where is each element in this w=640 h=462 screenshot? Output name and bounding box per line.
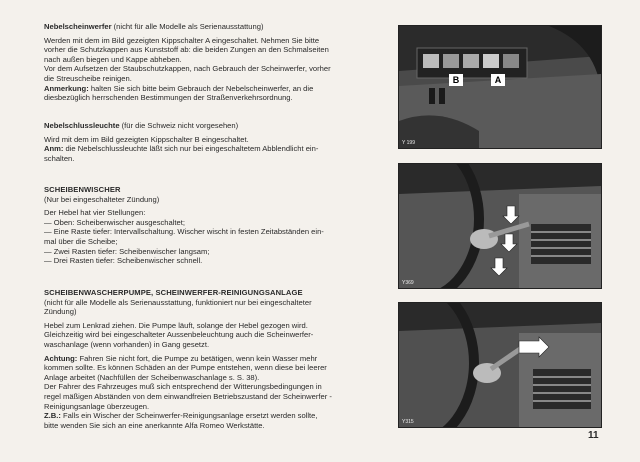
title-note-nebelscheinwerfer: (nicht für alle Modelle als Serienausstattung) [111,22,264,31]
wascher-warn-5: Reinigungsanlage überzeugen. [44,401,150,411]
photo-switch-panel [398,25,602,149]
anm-label: Anm: [44,144,64,154]
switch-panel-illustration [399,26,601,148]
zb-label: Z.B.: [44,411,61,421]
achtung-label: Achtung: [44,353,78,363]
wascher-body-1: Gleichzeitig wird bei eingeschalteter Aussenbeleuchtung auch die Scheinwerfer- [44,330,314,340]
wascher-body-2: waschanlage (wenn vorhanden) in Gang gesetzt. [44,339,210,349]
wiper-stalk-illustration [399,164,601,288]
section-nebelschlussleuchte [44,121,366,163]
nebelschluss-note [44,144,366,154]
wischer-item-2: mal über die Scheibe; [44,236,118,246]
wischer-item-4: — Drei Rasten tiefer: Scheibenwischer schnell. [44,256,203,266]
wascher-warn-2: Anlage arbeitet (Nachfüllen der Scheibenwaschanlage s. S. 38). [44,372,260,382]
wascher-warn-3: Der Fahrer des Fahrzeuges muß sich entsprechend der Witterungsbedingungen in [44,382,322,392]
nebelschein-line-3: Vor dem Aufsetzen der Staubschutzkappen, nach Gebrauch der Scheinwerfer, vorher [44,64,331,74]
wischer-item-1: — Eine Raste tiefer: Intervallschaltung. Wischer wischt in festen Zeitabständen ein- [44,227,324,237]
section-scheibenwischer [44,185,366,266]
label-b: B [449,74,463,86]
nebelschein-line-1: vorher die Schutzkappen aus Kunststoff ab: die beiden Zungen an den Schmalseiten [44,45,329,55]
label-a: A [491,74,505,86]
section-nebelscheinwerfer [44,22,366,103]
wascher-zb-0: Falls ein Wischer der Scheinwerfer-Reinigungsanlage ersetzt werden sollte, [60,411,318,421]
wascher-zb [44,411,366,421]
wascher-subtitle-0: (nicht für alle Modelle als Serienausstattung, funktioniert nur bei eingeschalteter [44,297,312,307]
photo-washer-stalk [398,302,602,428]
heading-nebelscheinwerfer [44,22,366,32]
heading-nebelschlussleuchte [44,121,366,131]
wascher-zb-1: bitte wenden Sie sich an eine anerkannte Alfa Romeo Werkstätte. [44,420,265,430]
wischer-intro: Der Hebel hat vier Stellungen: [44,208,146,218]
nebelschluss-line-0: Wird mit dem im Bild gezeigten Kippschalter B eingeschaltet. [44,134,249,144]
nebelschluss-note-line-0: die Nebelschlussleuchte läßt sich nur bei eingeschaltetem Abblendlicht ein- [63,144,319,154]
nebelschein-note [44,84,366,94]
nebelschein-line-2: nach außen biegen und Kappe abheben. [44,54,182,64]
title-scheibenwascherpumpe: SCHEIBENWASCHERPUMPE, SCHEINWERFER-REINIGUNGSANLAGE [44,288,303,297]
wascher-warn-1: kommen sollte. Es können Schäden an der Pumpe entstehen, wenn diese bei leerer [44,363,327,373]
wascher-warn-0: Fahren Sie nicht fort, die Pumpe zu betätigen, wenn kein Wasser mehr [77,353,318,363]
nebelschein-note-line-1: diesbezüglich herrschenden Bestimmungen der Straßenverkehrsordnung. [44,93,293,103]
nebelschluss-note-line-1: schalten. [44,153,75,163]
photo3-ref: Y315 [402,419,414,425]
photo1-ref: Y 199 [402,140,415,146]
nebelschein-note-line-0: halten Sie sich bitte beim Gebrauch der Nebelscheinwerfer, an die [88,83,314,93]
wascher-warning [44,354,366,364]
washer-stalk-illustration [399,303,601,427]
wascher-subtitle-1: Zündung) [44,307,77,317]
title-scheibenwischer: SCHEIBENWISCHER [44,185,121,194]
wascher-body-0: Hebel zum Lenkrad ziehen. Die Pumpe läuft, solange der Hebel gezogen wird. [44,320,308,330]
section-scheibenwascherpumpe [44,288,366,430]
title-nebelschlussleuchte: Nebelschlussleuchte [44,121,120,130]
nebelschein-line-4: die Streuscheibe reinigen. [44,73,132,83]
wischer-item-0: — Oben: Scheibenwischer ausgeschaltet; [44,217,185,227]
title-note-nebelschlussleuchte: (für die Schweiz nicht vorgesehen) [119,121,239,130]
subtitle-scheibenwischer: (Nur bei eingeschalteter Zündung) [44,194,160,204]
note-label: Anmerkung: [44,83,89,93]
photo2-ref: Y369 [402,280,414,286]
wascher-warn-4: regel mäßigen Abständen von dem einwandfreien Betriebszustand der Scheinwerfer - [44,391,332,401]
wischer-item-3: — Zwei Rasten tiefer: Scheibenwischer langsam; [44,246,210,256]
title-nebelscheinwerfer: Nebelscheinwerfer [44,22,112,31]
nebelschein-line-0: Werden mit dem im Bild gezeigten Kippschalter A eingeschaltet. Nehmen Sie bitte [44,35,320,45]
page-number: 11 [588,430,599,441]
photo-wiper-stalk [398,163,602,289]
